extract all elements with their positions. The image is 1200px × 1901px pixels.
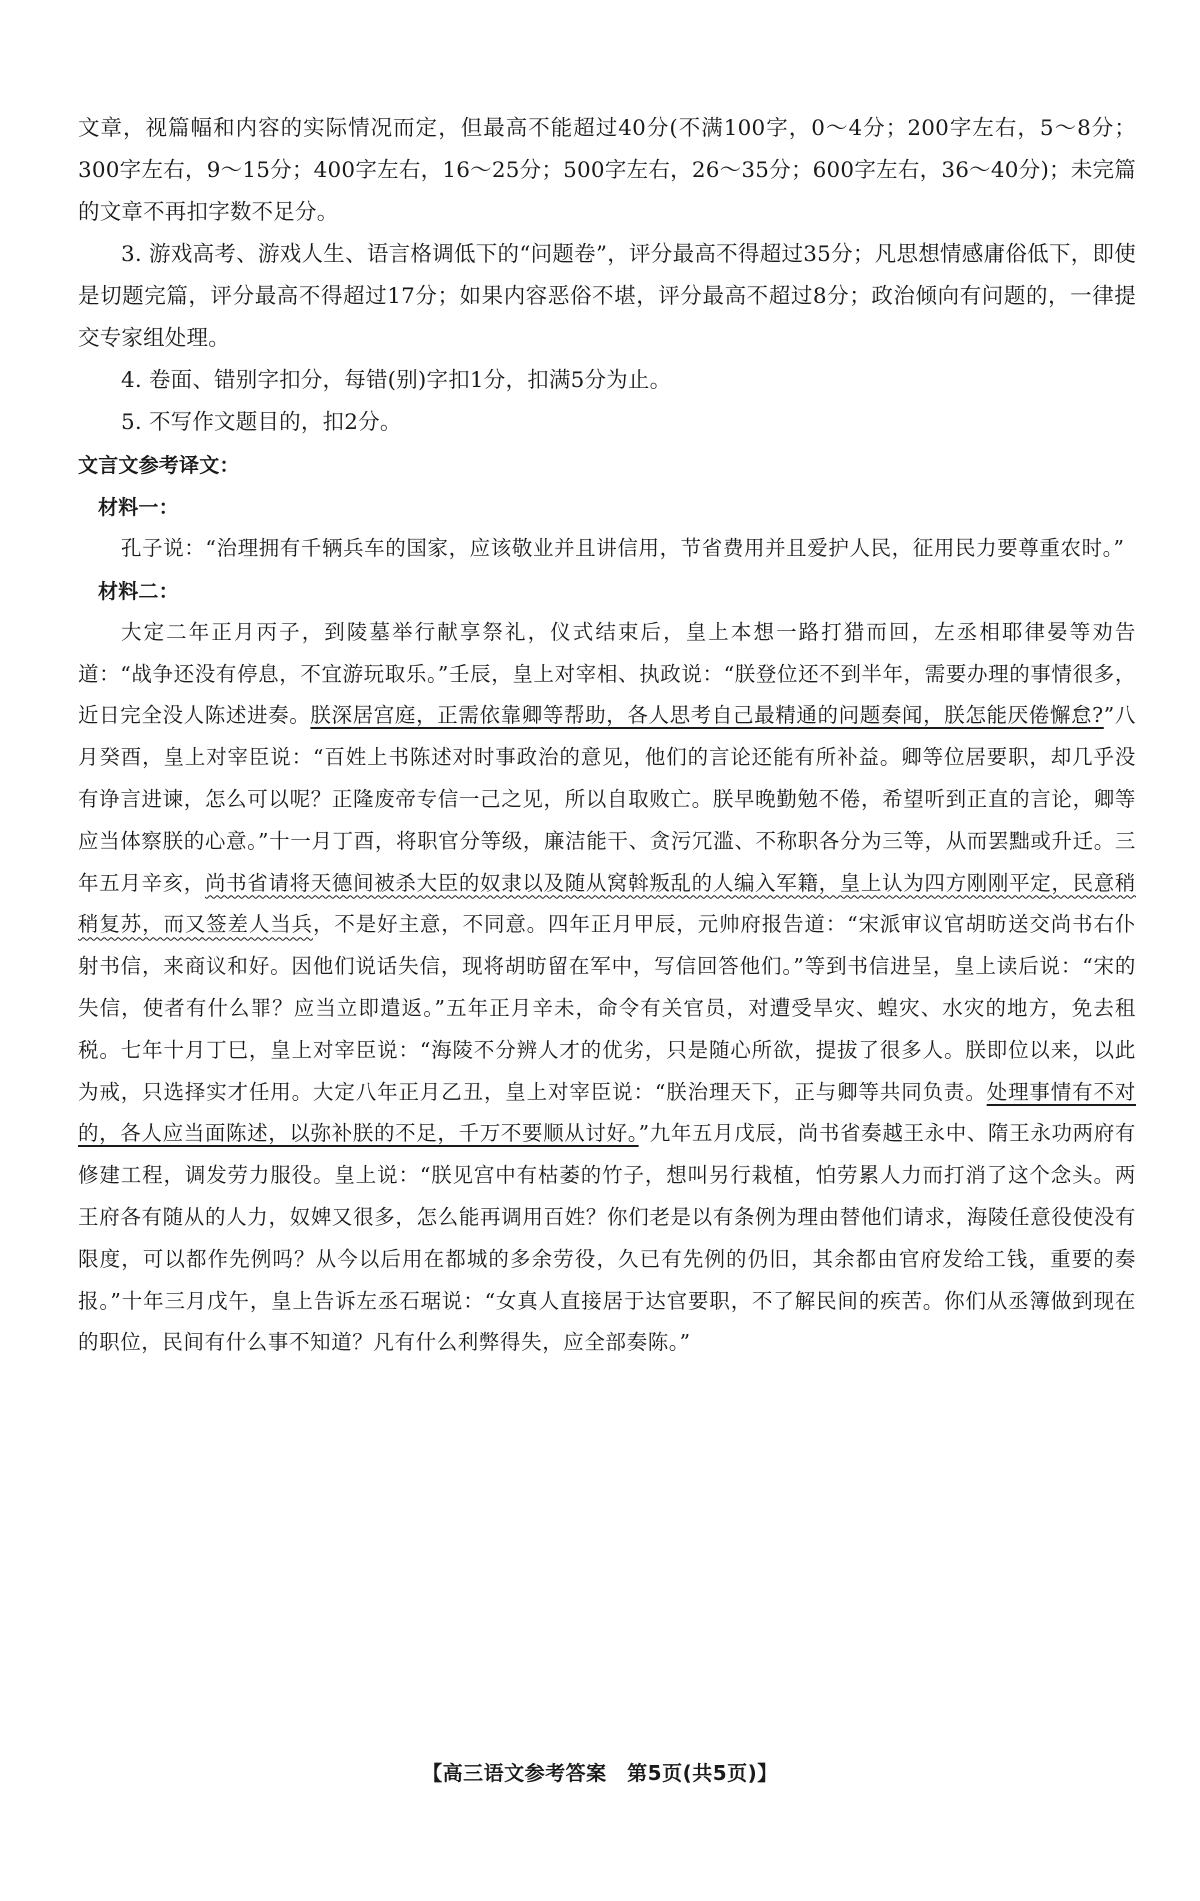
translation-heading: 文言文参考译文： — [78, 453, 240, 477]
material-two-segment: 大定二年正月丙子，到陵墓举行献享祭礼，仪式结束后，皇上本想一路打猎而回，左丞相耶律晏等劝告道：“战争还没有停息，不宜游玩取乐。”壬辰，皇上对宰相、执政说：“朕登位还不到半年，需要办理的事情很多，近日完全没人陈述进奏。 — [78, 619, 1136, 728]
wavy-underlined-sentence: 尚书省请将天德间被杀大臣的奴隶以及随从窝斡叛乱的人编入军籍，皇上认为四方刚刚平定，民意稍稍复苏，而又签差人当兵 — [78, 870, 1136, 937]
material-one-label: 材料一： — [98, 495, 179, 519]
scoring-rule-continuation: 文章，视篇幅和内容的实际情况而定，但最高不能超过40分(不满100字，0～4分；200字左右，5～8分；300字左右，9～15分；400字左右，16～25分；500字左右，26～35分；600字左右，36～40分)；未完篇的文章不再扣字数不足分。 — [78, 116, 1136, 225]
material-two-text — [78, 612, 1136, 1364]
scoring-rule-3: 3. 游戏高考、游戏人生、语言格调低下的“问题卷”，评分最高不得超过35分；凡思想情感庸俗低下，即使是切题完篇，评分最高不得超过17分；如果内容恶俗不堪，评分最高不超过8分；政治倾向有问题的，一律提交专家组处理。 — [78, 242, 1136, 351]
material-two-segment: ，不是好主意，不同意。四年正月甲辰，元帅府报告道：“宋派审议官胡昉送交尚书右仆射书信，来商议和好。因他们说话失信，现将胡昉留在军中，写信回答他们。”等到书信进呈，皇上读后说：“宋的失信，使者有什么罪？应当立即遣返。”五年正月辛未，命令有关官员，对遭受旱灾、蝗灾、水灾的地方，免去租税。七年十月丁巳，皇上对宰臣说：“海陵不分辨人才的优劣，只是随心所欲，提拔了很多人。朕即位以来，以此为戒，只选择实才任用。大定八年正月乙丑，皇上对宰臣说：“朕治理天下，正与卿等共同负责。 — [78, 912, 1136, 1104]
material-two-segment: ”八月癸酉，皇上对宰臣说：“百姓上书陈述对时事政治的意见，他们的言论还能有所补益。卿等位居要职，却几乎没有诤言进谏，怎么可以呢？正隆废帝专信一己之见，所以自取败亡。朕早晚勤勉不倦，希望听到正直的言论，卿等应当体察朕的心意。”十一月丁酉，将职官分等级，廉洁能干、贪污冗滥、不称职各分为三等，从而罢黜或升迁。三年五月辛亥， — [78, 703, 1136, 895]
page-footer: 【高三语文参考答案 第5页(共5页)】 — [422, 1761, 778, 1785]
underlined-sentence-1: 朕深居宫庭，正需依靠卿等帮助，各人思考自己最精通的问题奏闻，朕怎能厌倦懈怠? — [310, 703, 1104, 728]
material-two-label: 材料二： — [98, 578, 179, 603]
scoring-rule-5: 5. 不写作文题目的，扣2分。 — [121, 410, 402, 435]
material-one-text: 孔子说：“治理拥有千辆兵车的国家，应该敬业并且讲信用，节省费用并且爱护人民，征用民力要尊重农时。” — [121, 536, 1125, 560]
scoring-rule-4: 4. 卷面、错别字扣分，每错(别)字扣1分，扣满5分为止。 — [121, 368, 672, 393]
underlined-sentence-2: 处理事情有不对的，各人应当面陈述，以弥补朕的不足，千万不要顺从讨好。 — [78, 1079, 1136, 1146]
material-two-segment: ”九年五月戊辰，尚书省奏越王永中、隋王永功两府有修建工程，调发劳力服役。皇上说：“朕见宫中有枯萎的竹子，想叫另行栽植，怕劳累人力而打消了这个念头。两王府各有随从的人力，奴婢又很多，怎么能再调用百姓？你们老是以有条例为理由替他们请求，海陵任意役使没有限度，可以都作先例吗？从今以后用在都城的多余劳役，久已有先例的仍旧，其余都由官府发给工钱，重要的奏报。”十年三月戊午，皇上告诉左丞石琚说：“女真人直接居于达官要职，不了解民间的疾苦。你们从丞簿做到现在的职位，民间有什么事不知道？凡有什么利弊得失，应全部奏陈。” — [78, 1121, 1136, 1355]
page-content — [78, 108, 1136, 1364]
